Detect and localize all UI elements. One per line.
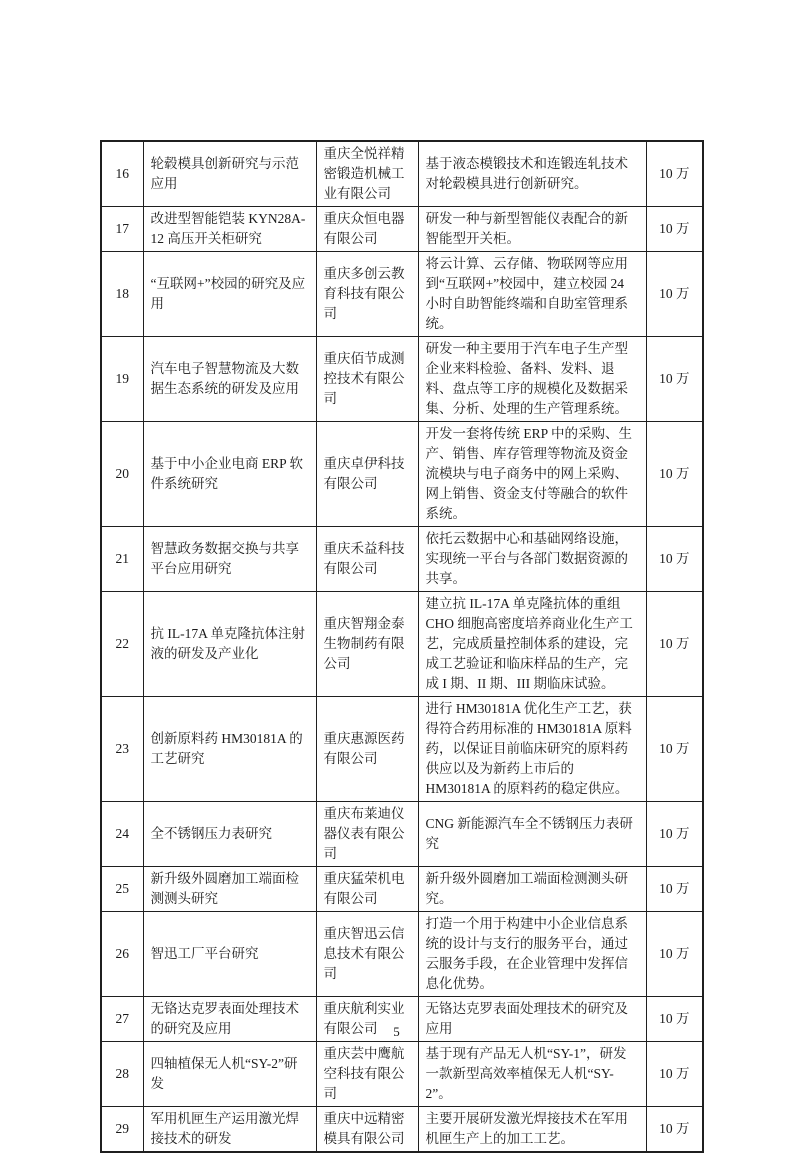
description-cell: 基于现有产品无人机“SY-1”，研发一款新型高效率植保无人机“SY-2”。 xyxy=(418,1042,646,1107)
project-name-cell: 基于中小企业电商 ERP 软件系统研究 xyxy=(143,422,316,527)
projects-table xyxy=(100,140,704,1153)
description-cell: 新升级外圆磨加工端面检测测头研究。 xyxy=(418,867,646,912)
row-number-cell: 17 xyxy=(101,207,143,252)
company-cell: 重庆中远精密模具有限公司 xyxy=(316,1107,418,1153)
amount-cell: 10 万 xyxy=(646,422,703,527)
company-cell: 重庆猛荣机电有限公司 xyxy=(316,867,418,912)
row-number-cell: 19 xyxy=(101,337,143,422)
company-cell: 重庆佰节成测控技术有限公司 xyxy=(316,337,418,422)
project-name-cell: 改进型智能铠装 KYN28A-12 高压开关柜研究 xyxy=(143,207,316,252)
page-number: 5 xyxy=(393,1024,400,1039)
company-cell: 重庆布莱迪仪器仪表有限公司 xyxy=(316,802,418,867)
row-number-cell: 24 xyxy=(101,802,143,867)
amount-cell: 10 万 xyxy=(646,527,703,592)
company-cell: 重庆惠源医药有限公司 xyxy=(316,697,418,802)
description-cell: 无铬达克罗表面处理技术的研究及应用 xyxy=(418,997,646,1042)
description-cell: CNG 新能源汽车全不锈钢压力表研究 xyxy=(418,802,646,867)
company-cell: 重庆多创云教育科技有限公司 xyxy=(316,252,418,337)
project-name-cell: 军用机匣生产运用激光焊接技术的研发 xyxy=(143,1107,316,1153)
project-name-cell: “互联网+”校园的研究及应用 xyxy=(143,252,316,337)
amount-cell: 10 万 xyxy=(646,252,703,337)
company-cell: 重庆智翔金泰生物制药有限公司 xyxy=(316,592,418,697)
amount-cell: 10 万 xyxy=(646,337,703,422)
amount-cell: 10 万 xyxy=(646,867,703,912)
amount-cell: 10 万 xyxy=(646,802,703,867)
project-name-cell: 轮毂模具创新研究与示范应用 xyxy=(143,141,316,207)
table-row xyxy=(101,912,703,997)
amount-cell: 10 万 xyxy=(646,997,703,1042)
row-number-cell: 16 xyxy=(101,141,143,207)
table-row xyxy=(101,141,703,207)
row-number-cell: 21 xyxy=(101,527,143,592)
project-name-cell: 无铬达克罗表面处理技术的研究及应用 xyxy=(143,997,316,1042)
amount-cell: 10 万 xyxy=(646,141,703,207)
table-row xyxy=(101,697,703,802)
company-cell: 重庆芸中鹰航空科技有限公司 xyxy=(316,1042,418,1107)
description-cell: 研发一种主要用于汽车电子生产型企业来料检验、备料、发料、退料、盘点等工序的规模化及数据采集、分析、处理的生产管理系统。 xyxy=(418,337,646,422)
description-cell: 主要开展研发激光焊接技术在军用机匣生产上的加工工艺。 xyxy=(418,1107,646,1153)
amount-cell: 10 万 xyxy=(646,1042,703,1107)
company-cell: 重庆众恒电器有限公司 xyxy=(316,207,418,252)
project-name-cell: 四轴植保无人机“SY-2”研发 xyxy=(143,1042,316,1107)
table-row xyxy=(101,422,703,527)
company-cell: 重庆智迅云信息技术有限公司 xyxy=(316,912,418,997)
table-row xyxy=(101,527,703,592)
table-row xyxy=(101,207,703,252)
project-name-cell: 抗 IL-17A 单克隆抗体注射液的研发及产业化 xyxy=(143,592,316,697)
row-number-cell: 18 xyxy=(101,252,143,337)
project-name-cell: 创新原料药 HM30181A 的工艺研究 xyxy=(143,697,316,802)
amount-cell: 10 万 xyxy=(646,1107,703,1153)
row-number-cell: 27 xyxy=(101,997,143,1042)
amount-cell: 10 万 xyxy=(646,697,703,802)
description-cell: 基于液态模锻技术和连锻连轧技术对轮毂模具进行创新研究。 xyxy=(418,141,646,207)
projects-table-body xyxy=(101,141,703,1152)
row-number-cell: 29 xyxy=(101,1107,143,1153)
row-number-cell: 26 xyxy=(101,912,143,997)
table-row xyxy=(101,802,703,867)
amount-cell: 10 万 xyxy=(646,207,703,252)
row-number-cell: 22 xyxy=(101,592,143,697)
row-number-cell: 20 xyxy=(101,422,143,527)
company-cell: 重庆全悦祥精密锻造机械工业有限公司 xyxy=(316,141,418,207)
table-row xyxy=(101,867,703,912)
project-name-cell: 全不锈钢压力表研究 xyxy=(143,802,316,867)
company-cell: 重庆航利实业有限公司 xyxy=(316,997,418,1042)
description-cell: 建立抗 IL-17A 单克隆抗体的重组 CHO 细胞高密度培养商业化生产工艺，完成质量控制体系的建设，完成工艺验证和临床样品的生产，完成 I 期、II 期、III 期临床试验。 xyxy=(418,592,646,697)
description-cell: 将云计算、云存储、物联网等应用到“互联网+”校园中，建立校园 24 小时自助智能终端和自助室管理系统。 xyxy=(418,252,646,337)
row-number-cell: 25 xyxy=(101,867,143,912)
description-cell: 开发一套将传统 ERP 中的采购、生产、销售、库存管理等物流及资金流模块与电子商务中的网上采购、网上销售、资金支付等融合的软件系统。 xyxy=(418,422,646,527)
table-row xyxy=(101,252,703,337)
row-number-cell: 28 xyxy=(101,1042,143,1107)
description-cell: 依托云数据中心和基础网络设施，实现统一平台与各部门数据资源的共享。 xyxy=(418,527,646,592)
amount-cell: 10 万 xyxy=(646,592,703,697)
description-cell: 研发一种与新型智能仪表配合的新智能型开关柜。 xyxy=(418,207,646,252)
table-row xyxy=(101,337,703,422)
description-cell: 进行 HM30181A 优化生产工艺，获得符合药用标准的 HM30181A 原料药，以保证目前临床研究的原料药供应以及为新药上市后的 HM30181A 的原料药的稳定供应。 xyxy=(418,697,646,802)
amount-cell: 10 万 xyxy=(646,912,703,997)
company-cell: 重庆禾益科技有限公司 xyxy=(316,527,418,592)
table-row xyxy=(101,1042,703,1107)
description-cell: 打造一个用于构建中小企业信息系统的设计与支行的服务平台，通过云服务手段，在企业管理中发挥信息化优势。 xyxy=(418,912,646,997)
table-row xyxy=(101,1107,703,1153)
project-name-cell: 智迅工厂平台研究 xyxy=(143,912,316,997)
row-number-cell: 23 xyxy=(101,697,143,802)
project-name-cell: 汽车电子智慧物流及大数据生态系统的研发及应用 xyxy=(143,337,316,422)
project-name-cell: 新升级外圆磨加工端面检测测头研究 xyxy=(143,867,316,912)
project-name-cell: 智慧政务数据交换与共享平台应用研究 xyxy=(143,527,316,592)
company-cell: 重庆卓伊科技有限公司 xyxy=(316,422,418,527)
table-row xyxy=(101,592,703,697)
